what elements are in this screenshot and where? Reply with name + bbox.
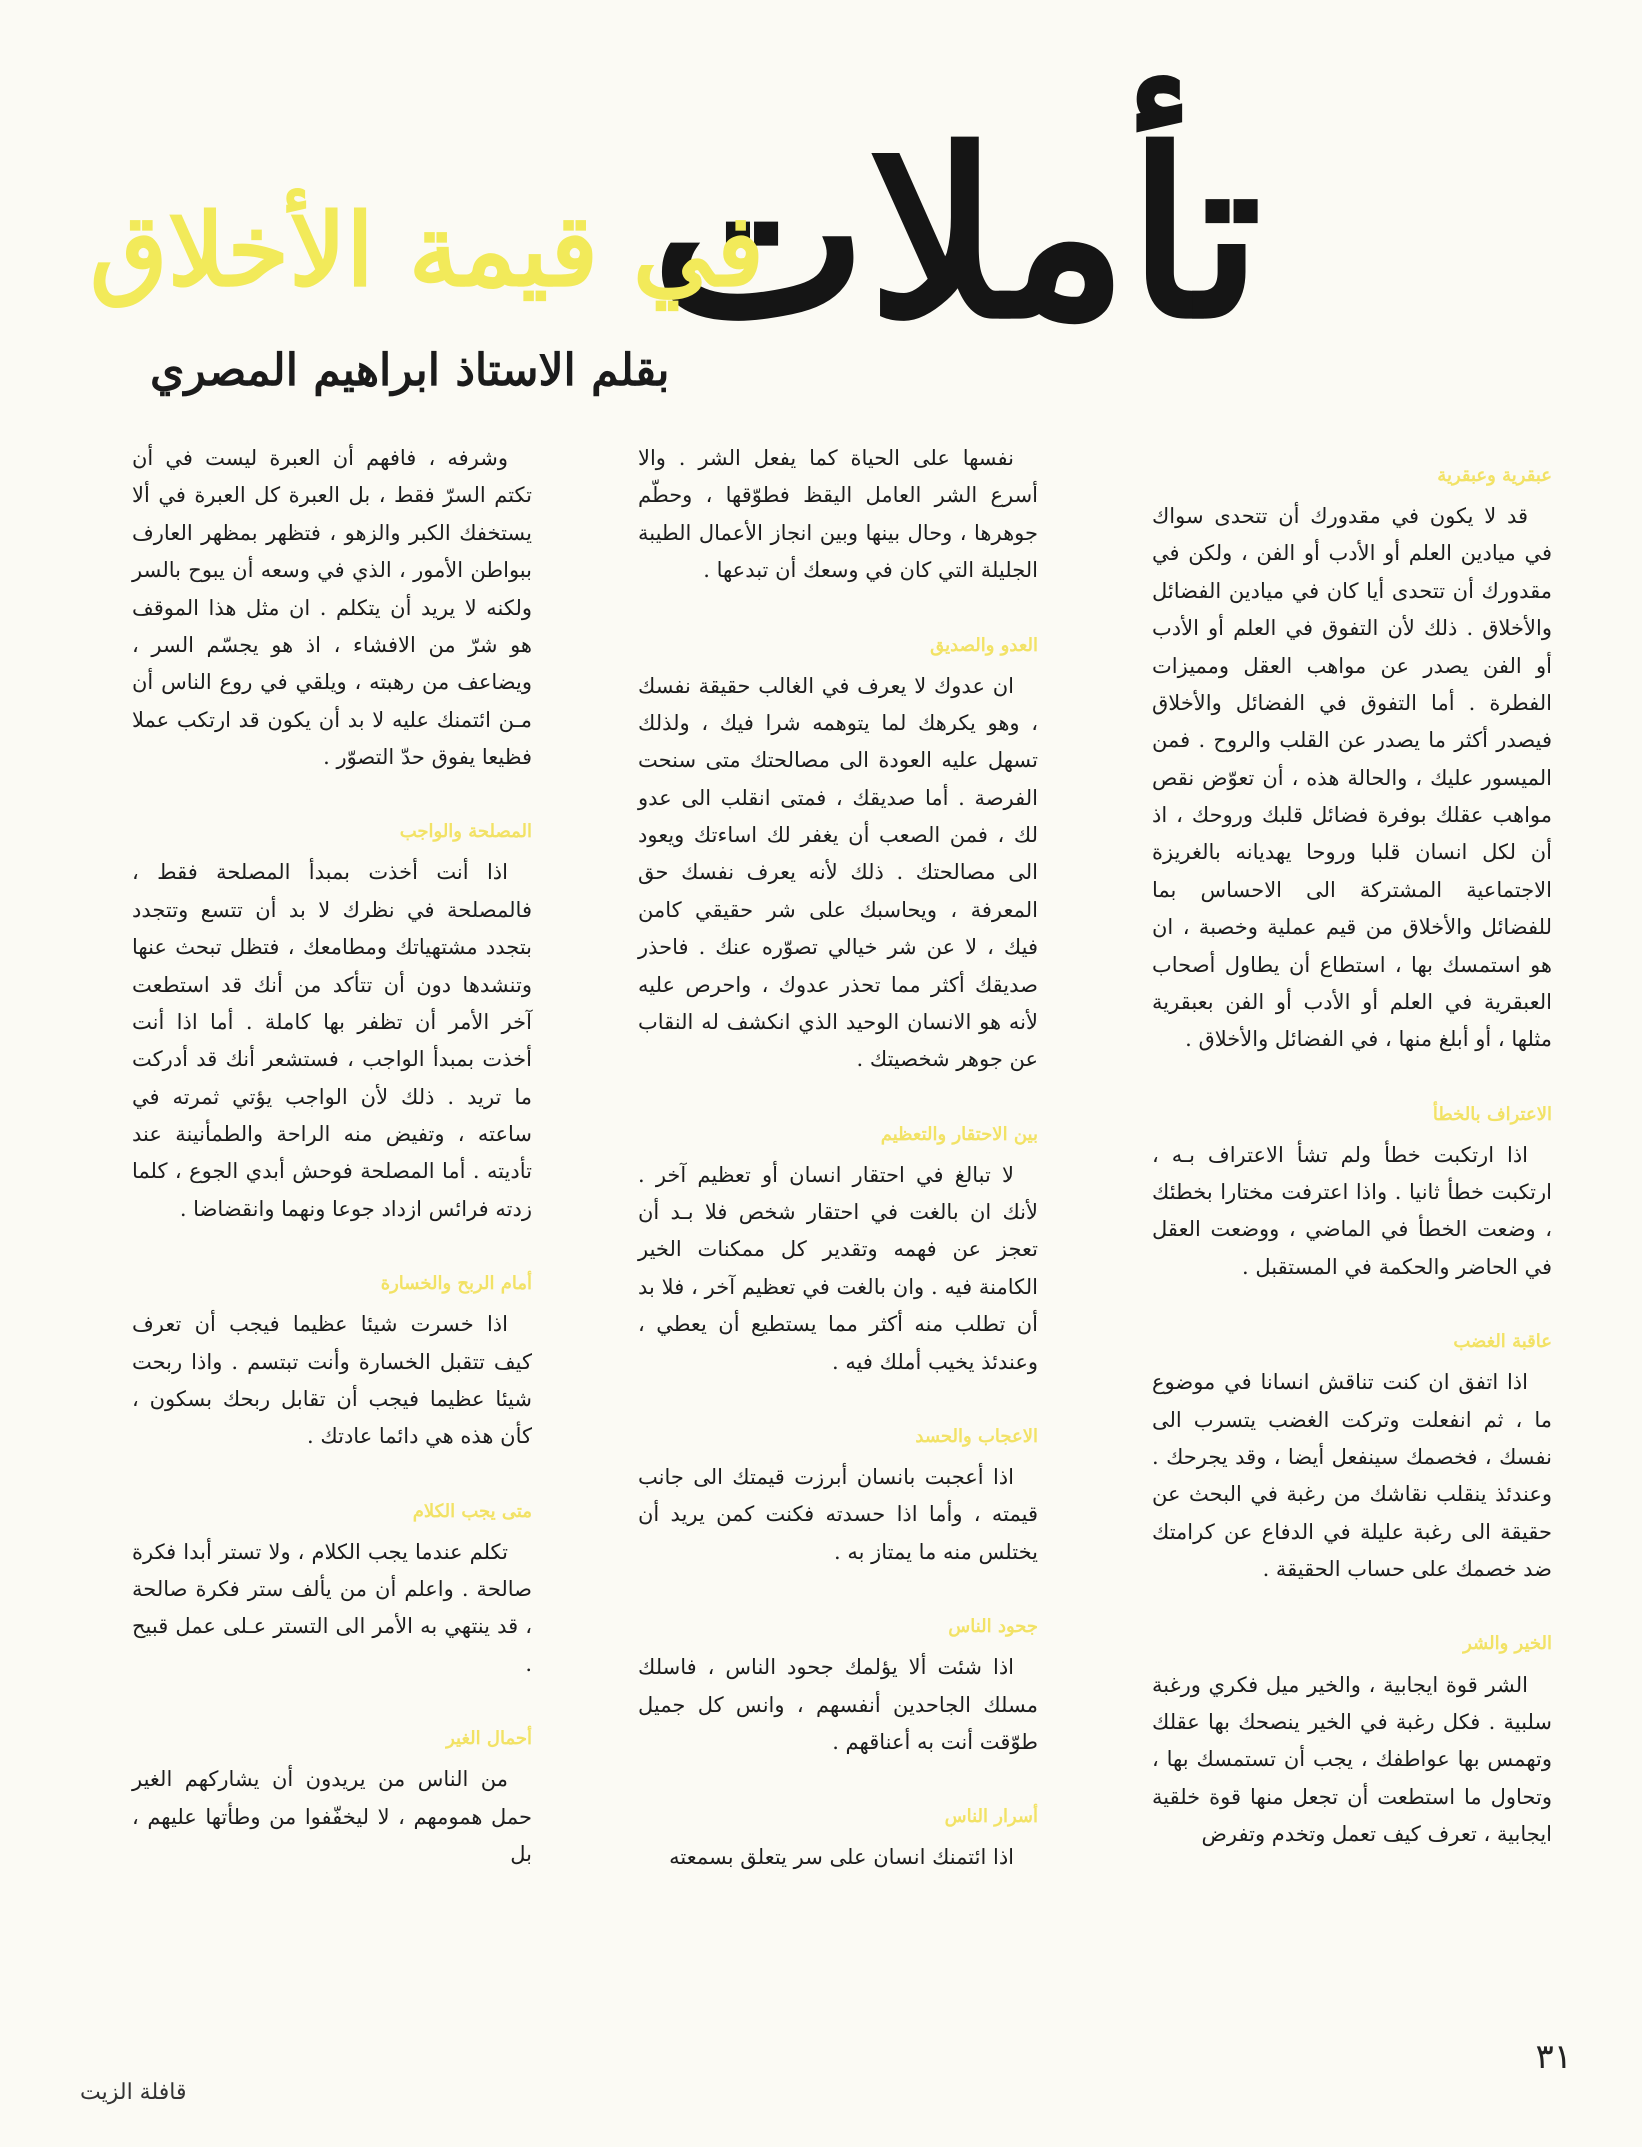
section-paragraph: اذا أعجبت بانسان أبرزت قيمتك الى جانب قيمته ، وأما اذا حسدته فكنت كمن يريد أن يختلس منه ما يمتاز به . — [638, 1464, 1038, 1564]
section — [132, 440, 532, 776]
section-paragraph: اذا ارتكبت خطأ ولم تشأ الاعتراف بـه ، ارتكبت خطأ ثانيا . واذا اعترفت مختارا بخطئك ، وضعت الخطأ في الماضي ، ووضعت العقل في الحاضر والحكمة في المستقبل . — [1152, 1142, 1552, 1279]
section — [638, 1421, 1038, 1571]
section-heading: عاقبة الغضب — [1453, 1331, 1552, 1353]
section-heading: العدو والصديق — [930, 634, 1038, 656]
section-paragraph: قد لا يكون في مقدورك أن تتحدى سواك في ميادين العلم أو الأدب أو الفن ، ولكن في مقدورك أن تتحدى أيا كان في ميادين الفضائل والأخلاق . ذلك لأن التفوق في العلم أو الأدب أو الفن يصدر عن مواهب العقل ومميزات الفطرة . أما التفوق في الفضائل والأخلاق فيصدر أكثر ما يصدر عن القلب والروح . فمن الميسور عليك ، والحالة هذه ، أن تعوّض نقص مواهب عقلك بوفرة فضائل قلبك وروحك ، اذ أن لكل انسان قلبا وروحا يهديانه بالغريزة الاجتماعية المشتركة الى الاحساس بما للفضائل والأخلاق من قيم عملية وخصبة ، ان هو استمسك بها ، استطاع أن يطاول أصحاب العبقرية في العلم أو الأدب أو الفن بعبقرية مثلها ، أو أبلغ منها ، في الفضائل والأخلاق . — [1152, 504, 1552, 1052]
section-paragraph: من الناس من يريدون أن يشاركهم الغير حمل همومهم ، لا ليخفّفوا من وطأتها عليهم ، بل — [132, 1767, 532, 1866]
section-heading: متى يجب الكلام — [412, 1500, 532, 1522]
section — [1152, 1628, 1552, 1853]
article-title: تأملات — [650, 100, 1262, 370]
section — [638, 1611, 1038, 1761]
section-heading: بين الاحتقار والتعظيم — [880, 1123, 1038, 1145]
section-heading: المصلحة والواجب — [399, 821, 532, 843]
section-paragraph: اذا خسرت شيئا عظيما فيجب أن تعرف كيف تتقبل الخسارة وأنت تبتسم . واذا ربحت شيئا عظيما فيجب أن تقابل ربحك بسكون ، كأن هذه هي دائما عادتك . — [132, 1312, 532, 1449]
section-heading: الاعتراف بالخطأ — [1432, 1103, 1552, 1125]
section-heading: أمام الربح والخسارة — [380, 1273, 532, 1295]
section — [638, 630, 1038, 1079]
section — [132, 1723, 532, 1873]
section-paragraph: اذا اتفق ان كنت تناقش انسانا في موضوع ما ، ثم انفعلت وتركت الغضب يتسرب الى نفسك ، فخصمك سينفعل أيضا ، وقد يجرحك . وعندئذ ينقلب نقاشك من رغبة في البحث عن حقيقة الى رغبة عليلة في الدفاع عن كرامتك ضد خصمك على حساب الحقيقة . — [1152, 1370, 1552, 1582]
text-column-1 — [1152, 460, 1552, 1893]
text-column-3 — [132, 440, 532, 1913]
magazine-name: قافلة الزيت — [80, 2080, 187, 2105]
section-paragraph: اذا أنت أخذت بمبدأ المصلحة فقط ، فالمصلحة في نظرك لا بد أن تتسع وتتجدد بتجدد مشتهياتك ومطامعك ، فتظل تبحث عنها وتنشدها دون أن تتأكد من أنك قد استطعت آخر الأمر أن تظفر بها كاملة . أما اذا أنت أخذت بمبدأ الواجب ، فستشعر أنك قد أدركت ما تريد . ذلك لأن الواجب يؤتي ثمرته في ساعته ، وتفيض منه الراحة والطمأنينة عند تأديته . أما المصلحة فوحش أبدي الجوع ، كلما زدته فرائس ازداد جوعا ونهما وانقضاضا . — [132, 860, 532, 1221]
section — [132, 816, 532, 1228]
section — [638, 1801, 1038, 1876]
section — [1152, 1326, 1552, 1588]
section-heading: الاعجاب والحسد — [915, 1425, 1038, 1447]
section-heading: جحود الناس — [948, 1616, 1038, 1638]
text-column-2 — [638, 440, 1038, 1917]
section-paragraph: تكلم عندما يجب الكلام ، ولا تستر أبدا فكرة صالحة . واعلم أن من يألف ستر فكرة صالحة ، قد ينتهي به الأمر الى التستر عـلى عمل قبيح . — [132, 1539, 532, 1676]
section-paragraph: اذا شئت ألا يؤلمك جحود الناس ، فاسلك مسلك الجاحدين أنفسهم ، وانس كل جميل طوّقت أنت به أعناقهم . — [638, 1655, 1038, 1754]
page-number: ٣١ — [1535, 2037, 1572, 2077]
section-paragraph: وشرفه ، فافهم أن العبرة ليست في أن تكتم السرّ فقط ، بل العبرة كل العبرة في ألا يستخفك الكبر والزهو ، فتظهر بمظهر العارف ببواطن الأمور ، الذي في وسعه أن يبوح بالسر ولكنه لا يريد أن يتكلم . ان مثل هذا الموقف هو شرّ من الافشاء ، اذ هو يجسّم السر ، ويضاعف من رهبته ، ويلقي في روع الناس أن مـن ائتمنك عليه لا بد أن يكون قد ارتكب عملا فظيعا يفوق حدّ التصوّر . — [132, 446, 532, 769]
section-heading: عبقرية وعبقرية — [1437, 465, 1552, 486]
article-subtitle: في قيمة الأخلاق — [90, 191, 765, 309]
section-heading: أحمال الغير — [446, 1728, 532, 1750]
section-paragraph: لا تبالغ في احتقار انسان أو تعظيم آخر . لأنك ان بالغت في احتقار شخص فلا بـد أن تعجز عن فهمه وتقدير كل ممكنات الخير الكامنة فيه . وان بالغت في تعظيم آخر ، فلا بد أن تطلب منه أكثر مما يستطيع أن يعطي ، وعندئذ يخيب أملك فيه . — [638, 1162, 1038, 1374]
section-paragraph: اذا ائتمنك انسان على سر يتعلق بسمعته — [669, 1845, 1014, 1870]
section — [1152, 1099, 1552, 1287]
section — [1152, 460, 1552, 1059]
section — [132, 1496, 532, 1684]
section-heading: أسرار الناس — [944, 1806, 1038, 1828]
section-paragraph: الشر قوة ايجابية ، والخير ميل فكري ورغبة سلبية . فكل رغبة في الخير ينصحك بها عقلك وتهمس بها عواطفك ، يجب أن تستمسك بها ، وتحاول ما استطعت أن تجعل منها قوة خلقية ايجابية ، تعرف كيف تعمل وتخدم وتفرض — [1152, 1672, 1552, 1846]
section-paragraph: ان عدوك لا يعرف في الغالب حقيقة نفسك ، وهو يكرهك لما يتوهمه شرا فيك ، ولذلك تسهل عليه العودة الى مصالحتك متى سنحت الفرصة . أما صديقك ، فمتى انقلب الى عدو لك ، فمن الصعب أن يغفر لك اساءتك ويعود الى مصالحتك . ذلك لأنه يعرف نفسك حق المعرفة ، ويحاسبك على شر حقيقي كامن فيك ، لا عن شر خيالي تصوّره عنك . فاحذر صديقك أكثر مما تحذر عدوك ، واحرص عليه لأنه هو الانسان الوحيد الذي انكشف له النقاب عن جوهر شخصيتك . — [638, 673, 1038, 1072]
section — [638, 440, 1038, 590]
section-paragraph: نفسها على الحياة كما يفعل الشر . والا أسرع الشر العامل اليقظ فطوّقها ، وحطّم جوهرها ، وحال بينها وبين انجاز الأعمال الطيبة الجليلة التي كان في وسعك أن تبدعها . — [638, 446, 1038, 583]
author-byline: بقلم الاستاذ ابراهيم المصري — [150, 345, 670, 396]
section — [638, 1119, 1038, 1381]
section-heading: الخير والشر — [1463, 1633, 1552, 1655]
section — [132, 1268, 532, 1456]
